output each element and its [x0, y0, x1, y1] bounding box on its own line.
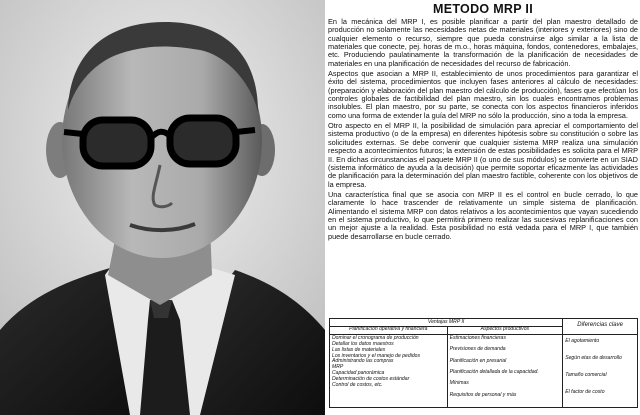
- list-item: Capacidad panorámica: [332, 370, 385, 377]
- list-item: Según etas de desarrollo: [565, 354, 622, 361]
- list-item: El agotamiento: [565, 337, 600, 344]
- subheader-planning: Planificación operativa y financiera: [330, 326, 448, 334]
- planning-cell: [330, 334, 448, 408]
- list-item: Previsiones de demanda: [449, 346, 506, 353]
- paragraph-1: En la mecánica del MRP I, es posible planificar a partir del plan maestro detallado de producción no solamente las necesidades netas de materiales (interiores y exteriores) sino de cualquier elemento o recurso, siempre que pueda construirse algo similar a la lista de materiales que conecte, pej. horas de m.o., horas máquina, fondos, contenedores, embalajes, etc. Produciendo paulatinamente la transformación de la planificación de necesidades de materiales en una planificación de necesidades del recurso de fabricación.: [328, 17, 638, 68]
- list-item: Mínimas: [449, 380, 469, 387]
- header-differences: Diferencias clave: [563, 319, 638, 335]
- subheader-production: Aspectos productivos: [447, 326, 563, 334]
- list-item: Administrando las compras: [332, 358, 394, 365]
- header-advantages: Ventajas MRP II: [330, 319, 563, 327]
- list-item: Dominar el cronograma de producción: [332, 334, 419, 341]
- paragraph-2: Aspectos que asocian a MRP II, establecimiento de unos procedimientos para garantizar el éxito del sistema, procedimientos que incluyen fases anteriores al cálculo de necesidades: (preparación y elaboración del plan maestro del cálculo de producción), fases que efectúan los controles globales de factibilidad del plan maestro, sin los cuales encontramos problemas insolubles. El plan maestro, por su parte, se conecta con los aspectos financieros inferidos como una forma de extender la guía del MRP no sólo la producción, sino a toda la empresa.: [328, 69, 638, 120]
- list-item: Estimaciones financieras: [449, 334, 506, 341]
- list-item: Tamaño comercial: [565, 371, 607, 378]
- page-title: METODO MRP II: [433, 2, 533, 16]
- article: [328, 2, 638, 243]
- differences-cell: [563, 334, 638, 408]
- paragraph-4: Una característica final que se asocia con MRP II es el control en bucle cerrado, lo que claramente lo hace trascender de relativamente un simple sistema de planificación. Alimentando el sistema MRP con datos relativos a los acontecimientos que vayan sucediendo en el sistema productivo, lo que permitirá primero realizar las sucesivas replanificaciones con un mejor ajuste a la realidad. Esta posibilidad no está vedada para el MRP I, que también puede desarrollarse en bucle cerrado.: [328, 189, 638, 241]
- list-item: Planificación en presarial: [449, 357, 507, 364]
- list-item: Requisitos de personal y más: [449, 391, 517, 398]
- list-item: Las listas de materiales: [332, 346, 386, 353]
- list-item: MRP: [332, 364, 344, 371]
- list-item: Planificación detallada de la capacidad.: [449, 369, 539, 376]
- list-item: Control de costos, etc.: [332, 382, 383, 389]
- mrp-summary-table: [329, 318, 638, 408]
- list-item: Los inventarios y el manejo de pedidos: [332, 352, 421, 359]
- list-item: Detallar los datos maestros: [332, 340, 394, 347]
- production-cell: [447, 334, 563, 408]
- list-item: Determinación de costos estándar: [332, 376, 410, 383]
- paragraph-3: Otro aspecto en el MRP II, la posibilidad de simulación para apreciar el comportamiento del sistema productivo (o de la empresa) en diferentes hipótesis sobre su constitución o sobre las solicitudes externas. Se debe convenir que cualquier sistema MRP realiza una simulación respecto a acontecimientos futuros; la extensión de estas posibilidades es solicita para el MRP II. En dichas circunstancias el paquete MRP II (o uno de sus módulos) se convierte en un SIAD (sistema informático de ayuda a la decisión) que permite soportar eficazmente las actividades de planificación para la determinación del plan maestro factible, coherente con los objetivos de la empresa.: [328, 121, 638, 189]
- list-item: El factor de costo: [565, 388, 605, 395]
